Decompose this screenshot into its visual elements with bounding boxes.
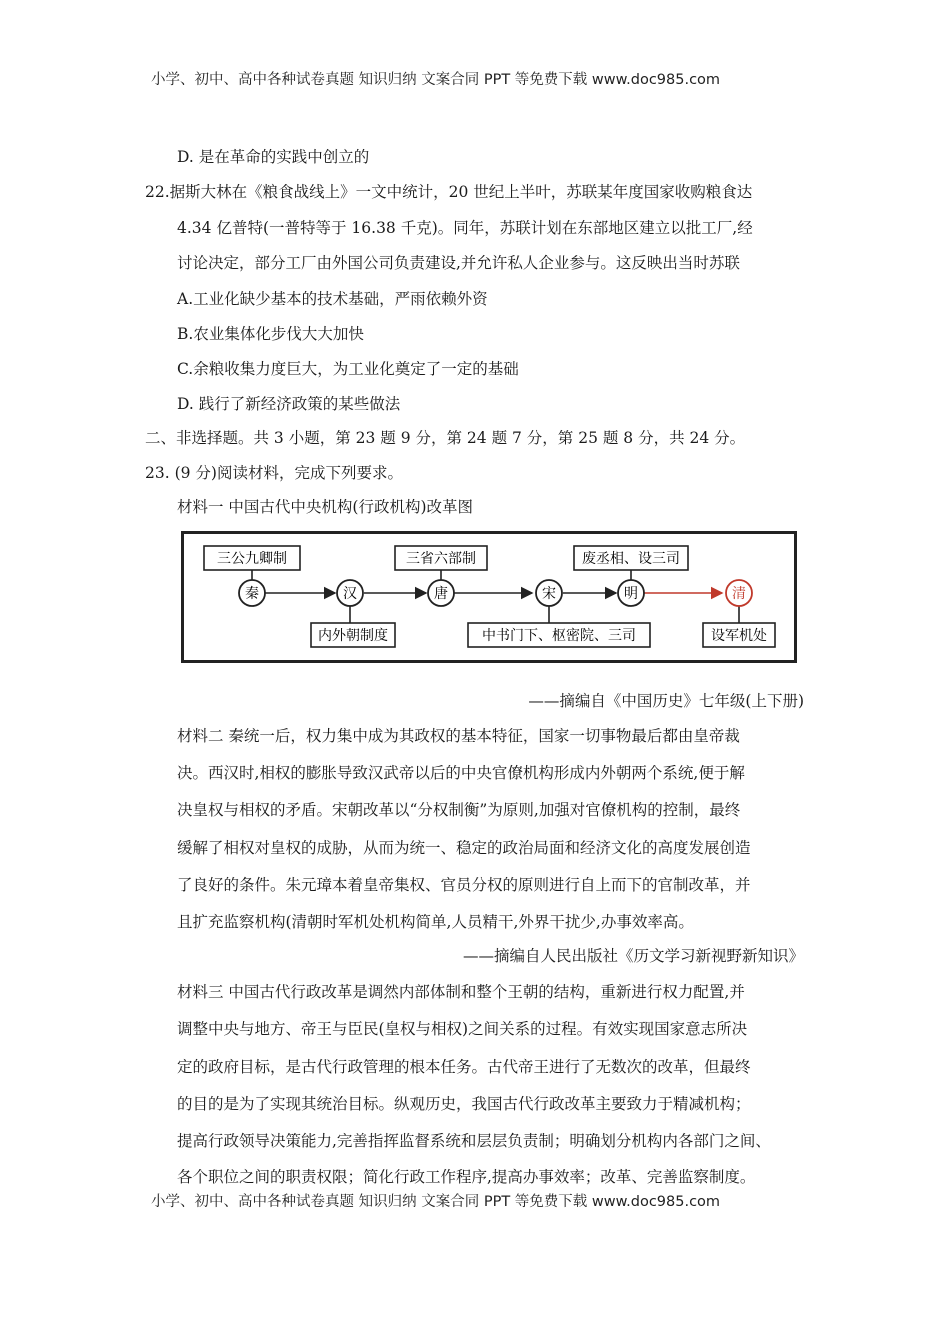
page-footer: 小学、初中、高中各种试卷真题 知识归纳 文案合同 PPT 等免费下载 www.doc985.com — [151, 1194, 721, 1210]
material2-line: 材料二 秦统一后，权力集中成为其政权的基本特征，国家一切事物最后都由皇帝裁 — [177, 727, 740, 745]
material3-line: 材料三 中国古代行政改革是调然内部体制和整个王朝的结构，重新进行权力配置,并 — [177, 983, 745, 1001]
top-label: 三公九卿制 — [217, 551, 287, 567]
page-header: 小学、初中、高中各种试卷真题 知识归纳 文案合同 PPT 等免费下载 www.doc985.com — [151, 72, 721, 88]
top-label: 废丞相、设三司 — [582, 551, 680, 567]
dynasty-label: 清 — [732, 586, 746, 602]
material3-line: 的目的是为了实现其统治目标。纵观历史，我国古代行政改革主要致力于精减机构； — [177, 1095, 751, 1113]
q22-option-c: C.余粮收集力度巨大，为工业化奠定了一定的基础 — [177, 360, 519, 378]
material2-source: ——摘编自人民出版社《历文学习新视野新知识》 — [462, 947, 804, 965]
top-label: 三省六部制 — [406, 551, 476, 567]
dynasty-label: 明 — [624, 586, 638, 602]
q22-stem-line: 讨论决定，部分工厂由外国公司负责建设,并允许私人企业参与。这反映出当时苏联 — [177, 254, 740, 272]
bottom-label: 内外朝制度 — [318, 628, 388, 644]
section-heading: 二、非选择题。共 3 小题，第 23 题 9 分，第 24 题 7 分，第 25 题 8 分，共 24 分。 — [145, 429, 746, 447]
dynasty-label: 唐 — [434, 586, 448, 602]
q23-heading: 23. (9 分)阅读材料，完成下列要求。 — [145, 464, 403, 482]
material2-line: 决。西汉时,相权的膨胀导致汉武帝以后的中央官僚机构形成内外朝两个系统,便于解 — [177, 764, 745, 782]
q22-stem-line: 4.34 亿普特(一普特等于 16.38 千克)。同年，苏联计划在东部地区建立以批工厂,经 — [177, 219, 753, 237]
q22-option-d: D. 践行了新经济政策的某些做法 — [177, 395, 401, 413]
dynasty-label: 宋 — [542, 586, 556, 602]
material1-source: ——摘编自《中国历史》七年级(上下册) — [528, 692, 804, 710]
material2-line: 缓解了相权对皇权的成胁，从而为统一、稳定的政治局面和经济文化的高度发展创造 — [177, 839, 751, 857]
q22-stem-line: 22.据斯大林在《粮食战线上》一文中统计，20 世纪上半叶，苏联某年度国家收购粮食达 — [145, 183, 753, 201]
material3-line: 定的政府目标，是古代行政管理的根本任务。古代帝王进行了无数次的改革，但最终 — [177, 1058, 751, 1076]
reform-diagram — [181, 531, 797, 663]
material3-line: 各个职位之间的职责权限；简化行政工作程序,提高办事效率；改革、完善监察制度。 — [177, 1168, 756, 1186]
q22-option-b: B.农业集体化步伐大大加快 — [177, 325, 364, 343]
dynasty-label: 汉 — [343, 586, 357, 602]
material3-line: 调整中央与地方、帝王与臣民(皇权与相权)之间关系的过程。有效实现国家意志所决 — [177, 1020, 748, 1038]
material1-title: 材料一 中国古代中央机构(行政机构)改革图 — [177, 498, 474, 516]
material2-line: 了良好的条件。朱元璋本着皇帝集权、官员分权的原则进行自上而下的官制改革，并 — [177, 876, 751, 894]
q22-option-a: A.工业化缺少基本的技术基础，严雨依赖外资 — [177, 290, 488, 308]
dynasty-label: 秦 — [245, 586, 259, 602]
material3-line: 提高行政领导决策能力,完善指挥监督系统和层层负责制；明确划分机构内各部门之间、 — [177, 1132, 771, 1150]
bottom-label: 中书门下、枢密院、三司 — [482, 628, 636, 644]
bottom-label: 设军机处 — [711, 628, 767, 644]
material2-line: 决皇权与相权的矛盾。宋朝改革以“分权制衡”为原则,加强对官僚机构的控制，最终 — [177, 801, 741, 819]
material2-line: 且扩充监察机构(清朝时军机处机构简单,人员精干,外界干扰少,办事效率高。 — [177, 913, 694, 931]
q21-option-d: D. 是在革命的实践中创立的 — [177, 148, 370, 166]
